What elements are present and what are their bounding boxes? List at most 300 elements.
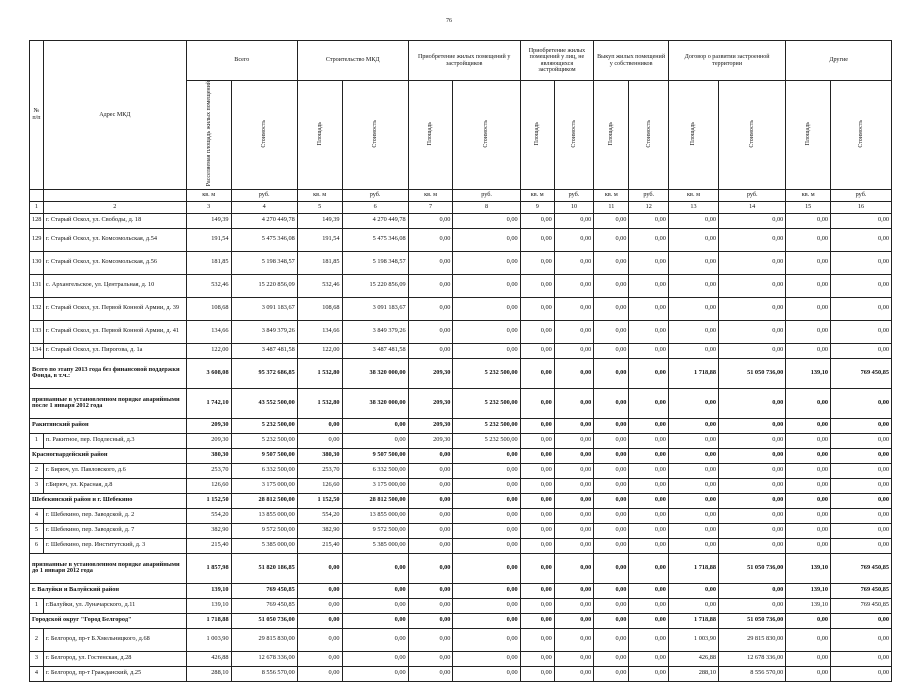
area-value: 0,00 bbox=[786, 493, 831, 508]
cost-value: 0,00 bbox=[629, 228, 668, 251]
row-number: 4 bbox=[30, 666, 44, 681]
cost-value: 3 175 000,00 bbox=[342, 478, 408, 493]
cost-value: 38 320 000,00 bbox=[342, 358, 408, 388]
area-value: 0,00 bbox=[520, 553, 554, 583]
table-row bbox=[30, 523, 892, 538]
cost-value: 9 507 500,00 bbox=[342, 448, 408, 463]
area-value: 0,00 bbox=[594, 463, 629, 478]
area-value: 0,00 bbox=[520, 463, 554, 478]
cost-value: 0,00 bbox=[629, 666, 668, 681]
area-value: 1 152,50 bbox=[297, 493, 342, 508]
cost-value: 0,00 bbox=[453, 613, 520, 628]
cost-value: 0,00 bbox=[453, 463, 520, 478]
cost-value: 0,00 bbox=[831, 478, 892, 493]
subtotal-row bbox=[30, 388, 892, 418]
cost-value: 6 332 500,00 bbox=[342, 463, 408, 478]
area-value: 0,00 bbox=[408, 628, 453, 651]
area-value: 0,00 bbox=[668, 523, 718, 538]
cost-value: 0,00 bbox=[453, 583, 520, 598]
area-value: 1 003,90 bbox=[668, 628, 718, 651]
area-value: 0,00 bbox=[594, 613, 629, 628]
cost-value: 0,00 bbox=[831, 538, 892, 553]
row-number: 2 bbox=[30, 628, 44, 651]
area-value: 0,00 bbox=[786, 538, 831, 553]
area-value: 1 532,80 bbox=[297, 388, 342, 418]
area-value: 0,00 bbox=[297, 666, 342, 681]
cost-value: 43 552 500,00 bbox=[231, 388, 297, 418]
cost-value: 0,00 bbox=[719, 463, 786, 478]
cost-value: 4 270 449,78 bbox=[231, 213, 297, 228]
cost-value: 38 320 000,00 bbox=[342, 388, 408, 418]
area-value: 380,30 bbox=[186, 448, 231, 463]
area-value: 0,00 bbox=[408, 478, 453, 493]
cost-value: 15 220 856,09 bbox=[231, 274, 297, 297]
row-number: 129 bbox=[30, 228, 44, 251]
subheader-area bbox=[594, 81, 629, 190]
cost-value: 0,00 bbox=[453, 297, 520, 320]
area-value: 288,10 bbox=[186, 666, 231, 681]
cost-value: 0,00 bbox=[554, 418, 593, 433]
column-index: 13 bbox=[668, 201, 718, 213]
row-number: 1 bbox=[30, 433, 44, 448]
cost-value: 0,00 bbox=[453, 274, 520, 297]
unit-cell: руб. bbox=[831, 189, 892, 201]
group-header-buy-other: Приобретение жилых помещений у лиц, не являющихся застройщиком bbox=[520, 41, 594, 81]
cost-value: 0,00 bbox=[629, 418, 668, 433]
unit-cell: кв. м bbox=[668, 189, 718, 201]
area-value: 0,00 bbox=[786, 388, 831, 418]
subtotal-row bbox=[30, 553, 892, 583]
subheader-label: Стоимость bbox=[645, 119, 652, 148]
area-value: 426,88 bbox=[668, 651, 718, 666]
area-value: 0,00 bbox=[668, 583, 718, 598]
area-value: 0,00 bbox=[594, 448, 629, 463]
row-address: г. Белгород, пр-т Гражданский, д.25 bbox=[43, 666, 186, 681]
area-value: 0,00 bbox=[786, 463, 831, 478]
row-number: 3 bbox=[30, 478, 44, 493]
cost-value: 769 450,85 bbox=[231, 583, 297, 598]
table-row bbox=[30, 666, 892, 681]
row-address: Городской округ "Город Белгород" bbox=[30, 613, 187, 628]
cost-value: 0,00 bbox=[554, 651, 593, 666]
area-value: 532,46 bbox=[186, 274, 231, 297]
area-value: 0,00 bbox=[297, 418, 342, 433]
area-value: 0,00 bbox=[408, 274, 453, 297]
area-value: 126,60 bbox=[297, 478, 342, 493]
cost-value: 0,00 bbox=[831, 320, 892, 343]
area-value: 0,00 bbox=[594, 343, 629, 358]
area-value: 0,00 bbox=[520, 388, 554, 418]
table-row bbox=[30, 228, 892, 251]
cost-value: 0,00 bbox=[629, 343, 668, 358]
cost-value: 0,00 bbox=[629, 213, 668, 228]
cost-value: 0,00 bbox=[453, 478, 520, 493]
unit-cell: руб. bbox=[231, 189, 297, 201]
area-value: 209,30 bbox=[408, 433, 453, 448]
subheader-cost bbox=[629, 81, 668, 190]
area-value: 139,10 bbox=[786, 358, 831, 388]
row-address: Всего по этапу 2013 года без финансовой поддержки Фонда, в т.ч.: bbox=[30, 358, 187, 388]
column-index: 10 bbox=[554, 201, 593, 213]
column-index: 8 bbox=[453, 201, 520, 213]
area-value: 3 608,08 bbox=[186, 358, 231, 388]
cost-value: 0,00 bbox=[831, 666, 892, 681]
cost-value: 0,00 bbox=[719, 508, 786, 523]
area-value: 0,00 bbox=[408, 343, 453, 358]
area-value: 0,00 bbox=[408, 538, 453, 553]
area-value: 0,00 bbox=[786, 320, 831, 343]
area-value: 0,00 bbox=[594, 297, 629, 320]
area-value: 382,90 bbox=[297, 523, 342, 538]
cost-value: 5 385 000,00 bbox=[231, 538, 297, 553]
table-row bbox=[30, 251, 892, 274]
subheader-cost bbox=[719, 81, 786, 190]
subheader-label: Площадь bbox=[608, 121, 615, 146]
area-value: 0,00 bbox=[594, 628, 629, 651]
row-address: г.Бирюч, ул. Красная, д.8 bbox=[43, 478, 186, 493]
area-value: 0,00 bbox=[297, 583, 342, 598]
area-value: 0,00 bbox=[520, 418, 554, 433]
area-value: 0,00 bbox=[297, 598, 342, 613]
row-address: с. Архангельское, ул. Центральная, д. 10 bbox=[43, 274, 186, 297]
row-address: г. Старый Оскол, ул. Первой Конной Армии, д. 39 bbox=[43, 297, 186, 320]
column-index: 12 bbox=[629, 201, 668, 213]
cost-value: 0,00 bbox=[453, 538, 520, 553]
subheader-label: Стоимость bbox=[261, 119, 268, 148]
cost-value: 5 232 500,00 bbox=[231, 418, 297, 433]
area-value: 0,00 bbox=[408, 666, 453, 681]
area-value: 215,40 bbox=[186, 538, 231, 553]
area-value: 0,00 bbox=[594, 433, 629, 448]
cost-value: 0,00 bbox=[831, 433, 892, 448]
cost-value: 0,00 bbox=[554, 523, 593, 538]
row-address: г.Валуйки, ул. Луначарского, д.11 bbox=[43, 598, 186, 613]
area-value: 554,20 bbox=[186, 508, 231, 523]
cost-value: 0,00 bbox=[554, 553, 593, 583]
area-value: 0,00 bbox=[594, 508, 629, 523]
subheader-area bbox=[786, 81, 831, 190]
area-value: 149,39 bbox=[297, 213, 342, 228]
cost-value: 5 475 346,08 bbox=[231, 228, 297, 251]
area-value: 0,00 bbox=[408, 493, 453, 508]
cost-value: 0,00 bbox=[453, 448, 520, 463]
cost-value: 0,00 bbox=[554, 297, 593, 320]
cost-value: 769 450,85 bbox=[831, 583, 892, 598]
cost-value: 0,00 bbox=[831, 628, 892, 651]
cost-value: 9 572 500,00 bbox=[342, 523, 408, 538]
cost-value: 3 849 379,26 bbox=[231, 320, 297, 343]
area-value: 139,10 bbox=[786, 553, 831, 583]
cost-value: 0,00 bbox=[453, 666, 520, 681]
unit-cell: кв. м bbox=[786, 189, 831, 201]
cost-value: 0,00 bbox=[719, 251, 786, 274]
area-value: 0,00 bbox=[786, 213, 831, 228]
cost-value: 0,00 bbox=[453, 508, 520, 523]
table-row bbox=[30, 508, 892, 523]
area-value: 0,00 bbox=[594, 651, 629, 666]
table-row bbox=[30, 651, 892, 666]
area-value: 0,00 bbox=[668, 213, 718, 228]
cost-value: 3 849 379,26 bbox=[342, 320, 408, 343]
area-value: 0,00 bbox=[786, 523, 831, 538]
area-value: 0,00 bbox=[520, 651, 554, 666]
row-address: Ракитянский район bbox=[30, 418, 187, 433]
area-value: 0,00 bbox=[786, 666, 831, 681]
area-value: 1 718,88 bbox=[668, 553, 718, 583]
cost-value: 769 450,85 bbox=[831, 598, 892, 613]
cost-value: 9 507 500,00 bbox=[231, 448, 297, 463]
subheader-label: Стоимость bbox=[483, 119, 490, 148]
area-value: 0,00 bbox=[786, 274, 831, 297]
area-value: 0,00 bbox=[520, 583, 554, 598]
group-header-territory-contract: Договор о развитии застроенной территории bbox=[668, 41, 785, 81]
cost-value: 0,00 bbox=[453, 251, 520, 274]
cost-value: 29 815 830,00 bbox=[719, 628, 786, 651]
row-address: п. Ракитное, пер. Подлесный, д.3 bbox=[43, 433, 186, 448]
area-value: 0,00 bbox=[408, 297, 453, 320]
subtotal-row bbox=[30, 358, 892, 388]
column-index: 6 bbox=[342, 201, 408, 213]
cost-value: 0,00 bbox=[831, 251, 892, 274]
area-value: 1 718,88 bbox=[186, 613, 231, 628]
area-value: 1 152,50 bbox=[186, 493, 231, 508]
area-value: 0,00 bbox=[594, 538, 629, 553]
row-number: 1 bbox=[30, 598, 44, 613]
area-value: 0,00 bbox=[297, 651, 342, 666]
cost-value: 0,00 bbox=[629, 463, 668, 478]
cost-value: 0,00 bbox=[629, 388, 668, 418]
cost-value: 0,00 bbox=[554, 598, 593, 613]
cost-value: 0,00 bbox=[629, 538, 668, 553]
area-value: 0,00 bbox=[408, 448, 453, 463]
group-header-redemption: Выкуп жилых помещений у собственников bbox=[594, 41, 669, 81]
column-index: 2 bbox=[43, 201, 186, 213]
cost-value: 0,00 bbox=[554, 628, 593, 651]
cost-value: 0,00 bbox=[342, 433, 408, 448]
area-value: 0,00 bbox=[786, 297, 831, 320]
row-number: 130 bbox=[30, 251, 44, 274]
cost-value: 5 232 500,00 bbox=[231, 433, 297, 448]
area-value: 0,00 bbox=[297, 553, 342, 583]
cost-value: 0,00 bbox=[453, 228, 520, 251]
area-value: 0,00 bbox=[594, 583, 629, 598]
cost-value: 0,00 bbox=[719, 598, 786, 613]
area-value: 0,00 bbox=[668, 274, 718, 297]
cost-value: 0,00 bbox=[831, 523, 892, 538]
cost-value: 0,00 bbox=[629, 553, 668, 583]
area-value: 0,00 bbox=[408, 523, 453, 538]
cost-value: 0,00 bbox=[554, 343, 593, 358]
cost-value: 0,00 bbox=[719, 213, 786, 228]
area-value: 554,20 bbox=[297, 508, 342, 523]
area-value: 0,00 bbox=[668, 297, 718, 320]
cost-value: 12 678 336,00 bbox=[231, 651, 297, 666]
area-value: 0,00 bbox=[408, 651, 453, 666]
area-value: 0,00 bbox=[408, 583, 453, 598]
area-value: 0,00 bbox=[786, 613, 831, 628]
subheader-area bbox=[297, 81, 342, 190]
row-address: г. Шебекино, пер. Заводской, д. 2 bbox=[43, 508, 186, 523]
cost-value: 0,00 bbox=[629, 448, 668, 463]
row-address: Красногвардейский район bbox=[30, 448, 187, 463]
area-value: 0,00 bbox=[786, 433, 831, 448]
area-value: 126,60 bbox=[186, 478, 231, 493]
area-value: 0,00 bbox=[520, 343, 554, 358]
cost-value: 0,00 bbox=[831, 448, 892, 463]
area-value: 191,54 bbox=[186, 228, 231, 251]
cost-value: 51 050 736,00 bbox=[719, 613, 786, 628]
unit-cell: кв. м bbox=[297, 189, 342, 201]
area-value: 0,00 bbox=[520, 320, 554, 343]
row-number: 131 bbox=[30, 274, 44, 297]
area-value: 532,46 bbox=[297, 274, 342, 297]
area-value: 139,10 bbox=[786, 598, 831, 613]
area-value: 0,00 bbox=[520, 433, 554, 448]
subheader-label: Стоимость bbox=[570, 119, 577, 148]
subheader-area bbox=[520, 81, 554, 190]
area-value: 122,00 bbox=[186, 343, 231, 358]
area-value: 1 718,88 bbox=[668, 358, 718, 388]
area-value: 0,00 bbox=[668, 433, 718, 448]
table-row bbox=[30, 598, 892, 613]
cost-value: 0,00 bbox=[554, 463, 593, 478]
cost-value: 5 198 348,57 bbox=[231, 251, 297, 274]
cost-value: 5 232 500,00 bbox=[453, 358, 520, 388]
area-value: 0,00 bbox=[786, 478, 831, 493]
cost-value: 0,00 bbox=[554, 433, 593, 448]
unit-cell: кв. м bbox=[186, 189, 231, 201]
cost-value: 0,00 bbox=[719, 274, 786, 297]
area-value: 209,30 bbox=[408, 358, 453, 388]
area-value: 0,00 bbox=[668, 463, 718, 478]
area-value: 134,66 bbox=[297, 320, 342, 343]
subheader-label: Стоимость bbox=[371, 119, 378, 148]
unit-cell: кв. м bbox=[594, 189, 629, 201]
area-value: 134,66 bbox=[186, 320, 231, 343]
column-index: 16 bbox=[831, 201, 892, 213]
row-address: г. Белгород, ул. Гостенская, д.28 bbox=[43, 651, 186, 666]
area-value: 209,30 bbox=[186, 433, 231, 448]
cost-value: 0,00 bbox=[453, 651, 520, 666]
area-value: 0,00 bbox=[668, 251, 718, 274]
row-number: 134 bbox=[30, 343, 44, 358]
area-value: 0,00 bbox=[520, 274, 554, 297]
subheader-label: Расселяемая площадь жилых помещений bbox=[205, 81, 212, 187]
area-value: 1 857,98 bbox=[186, 553, 231, 583]
page-number: 76 bbox=[446, 18, 452, 24]
cost-value: 5 198 348,57 bbox=[342, 251, 408, 274]
group-header-other: Другие bbox=[786, 41, 892, 81]
table-row bbox=[30, 320, 892, 343]
table-row bbox=[30, 433, 892, 448]
area-value: 0,00 bbox=[520, 251, 554, 274]
cost-value: 5 232 500,00 bbox=[453, 388, 520, 418]
subheader-cost bbox=[453, 81, 520, 190]
area-value: 0,00 bbox=[520, 297, 554, 320]
cost-value: 0,00 bbox=[831, 213, 892, 228]
cost-value: 0,00 bbox=[453, 553, 520, 583]
area-value: 0,00 bbox=[668, 448, 718, 463]
row-number: 132 bbox=[30, 297, 44, 320]
cost-value: 3 487 481,58 bbox=[231, 343, 297, 358]
column-index: 3 bbox=[186, 201, 231, 213]
column-index: 4 bbox=[231, 201, 297, 213]
cost-value: 0,00 bbox=[719, 478, 786, 493]
row-address: г. Бирюч, ул. Павловского, д.6 bbox=[43, 463, 186, 478]
cost-value: 8 556 570,00 bbox=[231, 666, 297, 681]
column-index: 14 bbox=[719, 201, 786, 213]
cost-value: 0,00 bbox=[831, 297, 892, 320]
cost-value: 0,00 bbox=[453, 320, 520, 343]
subheader-label: Стоимость bbox=[749, 119, 756, 148]
area-value: 0,00 bbox=[408, 598, 453, 613]
area-value: 0,00 bbox=[668, 343, 718, 358]
cost-value: 0,00 bbox=[554, 508, 593, 523]
cost-value: 0,00 bbox=[719, 388, 786, 418]
cost-value: 0,00 bbox=[554, 666, 593, 681]
cost-value: 5 232 500,00 bbox=[453, 433, 520, 448]
area-value: 139,10 bbox=[186, 598, 231, 613]
unit-cell: руб. bbox=[554, 189, 593, 201]
cost-value: 0,00 bbox=[831, 343, 892, 358]
cost-value: 0,00 bbox=[453, 213, 520, 228]
subtotal-row bbox=[30, 448, 892, 463]
area-value: 0,00 bbox=[297, 613, 342, 628]
cost-value: 0,00 bbox=[554, 213, 593, 228]
cost-value: 0,00 bbox=[554, 320, 593, 343]
area-value: 0,00 bbox=[668, 320, 718, 343]
cost-value: 0,00 bbox=[831, 418, 892, 433]
col-address-header: Адрес МКД bbox=[43, 41, 186, 190]
row-address: г. Шебекино, пер. Заводской, д. 7 bbox=[43, 523, 186, 538]
cost-value: 3 175 000,00 bbox=[231, 478, 297, 493]
area-value: 0,00 bbox=[594, 418, 629, 433]
area-value: 209,30 bbox=[408, 388, 453, 418]
area-value: 209,30 bbox=[186, 418, 231, 433]
area-value: 1 742,10 bbox=[186, 388, 231, 418]
row-address: г. Старый Оскол, ул. Комсомольская, д.56 bbox=[43, 251, 186, 274]
unit-cell: руб. bbox=[453, 189, 520, 201]
subheader-label: Стоимость bbox=[857, 119, 864, 148]
area-value: 426,88 bbox=[186, 651, 231, 666]
cost-value: 0,00 bbox=[629, 478, 668, 493]
area-value: 0,00 bbox=[786, 343, 831, 358]
area-value: 0,00 bbox=[520, 666, 554, 681]
cost-value: 0,00 bbox=[342, 613, 408, 628]
cost-value: 0,00 bbox=[719, 493, 786, 508]
table-row bbox=[30, 538, 892, 553]
area-value: 0,00 bbox=[408, 213, 453, 228]
cost-value: 0,00 bbox=[719, 583, 786, 598]
row-address: г. Белгород, пр-т Б.Хмельницкого, д.68 bbox=[43, 628, 186, 651]
unit-cell: кв. м bbox=[520, 189, 554, 201]
area-value: 0,00 bbox=[520, 598, 554, 613]
area-value: 288,10 bbox=[668, 666, 718, 681]
area-value: 0,00 bbox=[297, 433, 342, 448]
area-value: 215,40 bbox=[297, 538, 342, 553]
area-value: 0,00 bbox=[594, 598, 629, 613]
area-value: 181,85 bbox=[186, 251, 231, 274]
cost-value: 5 232 500,00 bbox=[453, 418, 520, 433]
subheader-label: Площадь bbox=[427, 121, 434, 146]
row-address: признанные в установленном порядке аварийными до 1 января 2012 года bbox=[30, 553, 187, 583]
cost-value: 13 855 000,00 bbox=[231, 508, 297, 523]
area-value: 139,10 bbox=[186, 583, 231, 598]
subheader-label: Площадь bbox=[805, 121, 812, 146]
cost-value: 0,00 bbox=[453, 493, 520, 508]
area-value: 209,30 bbox=[408, 418, 453, 433]
area-value: 0,00 bbox=[408, 508, 453, 523]
